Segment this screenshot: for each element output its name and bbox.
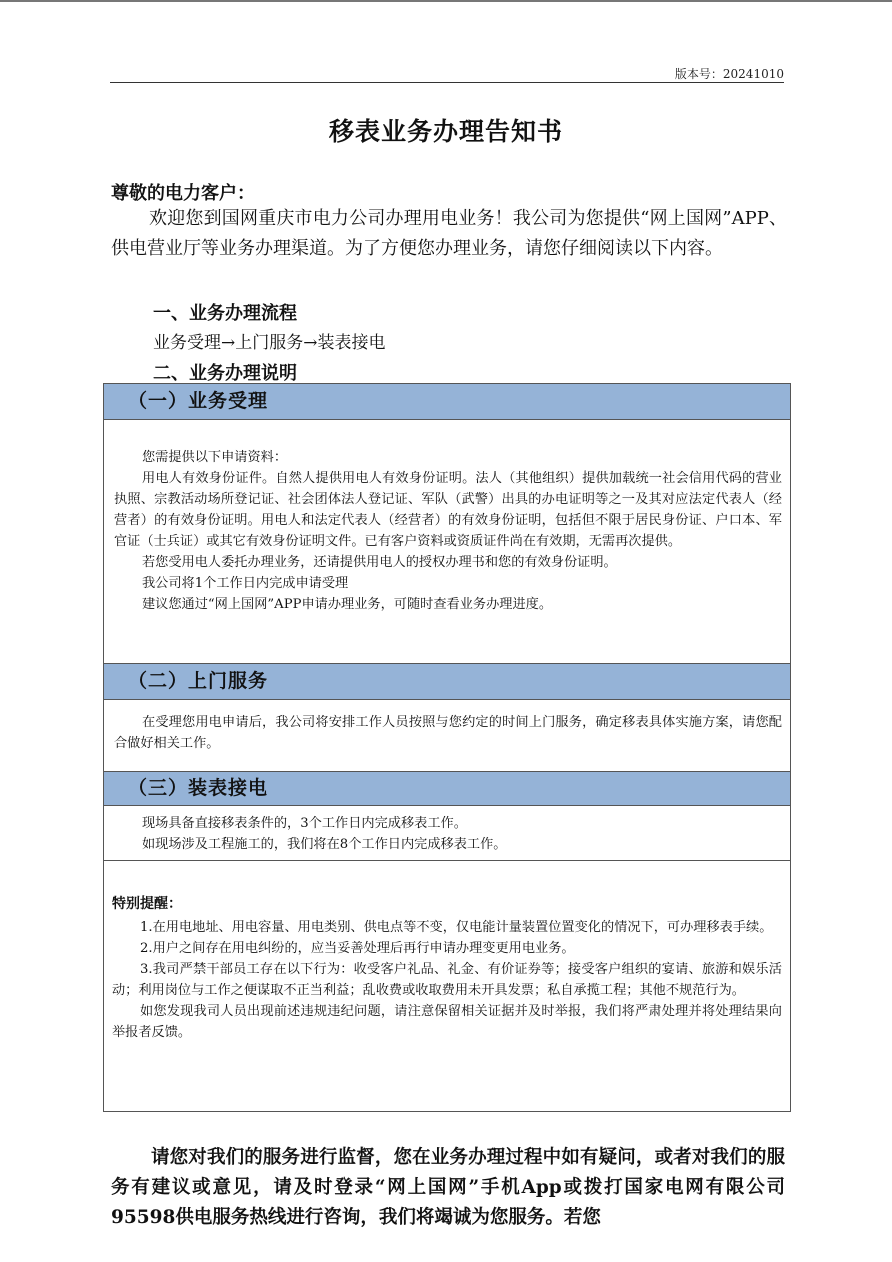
business-acceptance-body xyxy=(104,420,790,615)
reminder-paragraph: 如您发现我司人员出现前述违规违纪问题，请注意保留相关证据并及时举报，我们将严肃处理并将处理结果向举报者反馈。 xyxy=(112,1004,782,1040)
box3-paragraph: 如现场涉及工程施工的，我们将在8个工作日内完成移表工作。 xyxy=(142,837,507,852)
meter-installation-box xyxy=(103,771,791,861)
header-rule xyxy=(110,82,784,83)
box3-paragraph: 现场具备直接移表条件的，3个工作日内完成移表工作。 xyxy=(142,816,467,831)
box1-paragraph: 用电人有效身份证件。自然人提供用电人有效身份证明。法人（其他组织）提供加载统一社会信用代码的营业执照、宗教活动场所登记证、社会团体法人登记证、军队（武警）出具的办电证明等之一及其对应法定代表人（经营者）的有效身份证明。用电人和法定代表人（经营者）的有效身份证明，包括但不限于居民身份证、户口本、军官证（士兵证）或其它有效身份证明文件。已有客户资料或资质证件尚在有效期，无需再次提供。 xyxy=(114,471,782,549)
closing-paragraph: 请您对我们的服务进行监督，您在业务办理过程中如有疑问，或者对我们的服务有建议或意见，请及时登录“网上国网”手机App或拨打国家电网有限公司95598供电服务热线进行咨询，我们将竭诚为您服务。若您 xyxy=(111,1147,785,1228)
description-heading: 二、业务办理说明 xyxy=(153,363,297,384)
business-acceptance-heading: （一）业务受理 xyxy=(104,384,790,420)
greeting: 尊敬的电力客户： xyxy=(111,183,255,204)
document-title: 移表业务办理告知书 xyxy=(328,117,563,146)
version-number: 版本号：20241010 xyxy=(674,67,784,81)
flow-heading: 一、业务办理流程 xyxy=(153,303,297,324)
reminder-paragraph: 3.我司严禁干部员工存在以下行为：收受客户礼品、礼金、有价证券等；接受客户组织的宴请、旅游和娱乐活动；利用岗位与工作之便谋取不正当利益；乱收费或收取费用未开具发票；私自承揽工程；其他不规范行为。 xyxy=(112,962,782,998)
meter-installation-heading: （三）装表接电 xyxy=(104,772,790,806)
onsite-service-box xyxy=(103,663,791,773)
onsite-service-body xyxy=(104,700,790,754)
box1-paragraph: 我公司将1个工作日内完成申请受理 xyxy=(142,576,349,591)
box1-paragraph: 您需提供以下申请资料： xyxy=(142,450,288,465)
special-reminder-body xyxy=(104,861,790,1043)
intro-paragraph: 欢迎您到国网重庆市电力公司办理用电业务！我公司为您提供“网上国网”APP、供电营业厅等业务办理渠道。为了方便您办理业务，请您仔细阅读以下内容。 xyxy=(111,208,787,259)
reminder-paragraph: 1.在用电地址、用电容量、用电类别、供电点等不变，仅电能计量装置位置变化的情况下，可办理移表手续。 xyxy=(140,920,773,935)
meter-installation-body xyxy=(104,806,790,855)
business-acceptance-box xyxy=(103,383,791,664)
box1-paragraph: 若您受用电人委托办理业务，还请提供用电人的授权办理书和您的有效身份证明。 xyxy=(142,555,617,570)
flow-text: 业务受理→上门服务→装表接电 xyxy=(153,333,386,353)
box2-paragraph: 在受理您用电申请后，我公司将安排工作人员按照与您约定的时间上门服务，确定移表具体实施方案，请您配合做好相关工作。 xyxy=(114,715,782,751)
top-edge-line xyxy=(0,0,892,2)
box1-paragraph: 建议您通过“网上国网”APP申请办理业务，可随时查看业务办理进度。 xyxy=(142,597,553,612)
special-reminder-box xyxy=(103,860,791,1112)
special-reminder-heading: 特别提醒： xyxy=(112,896,182,912)
reminder-paragraph: 2.用户之间存在用电纠纷的，应当妥善处理后再行申请办理变更用电业务。 xyxy=(140,941,575,956)
onsite-service-heading: （二）上门服务 xyxy=(104,664,790,700)
